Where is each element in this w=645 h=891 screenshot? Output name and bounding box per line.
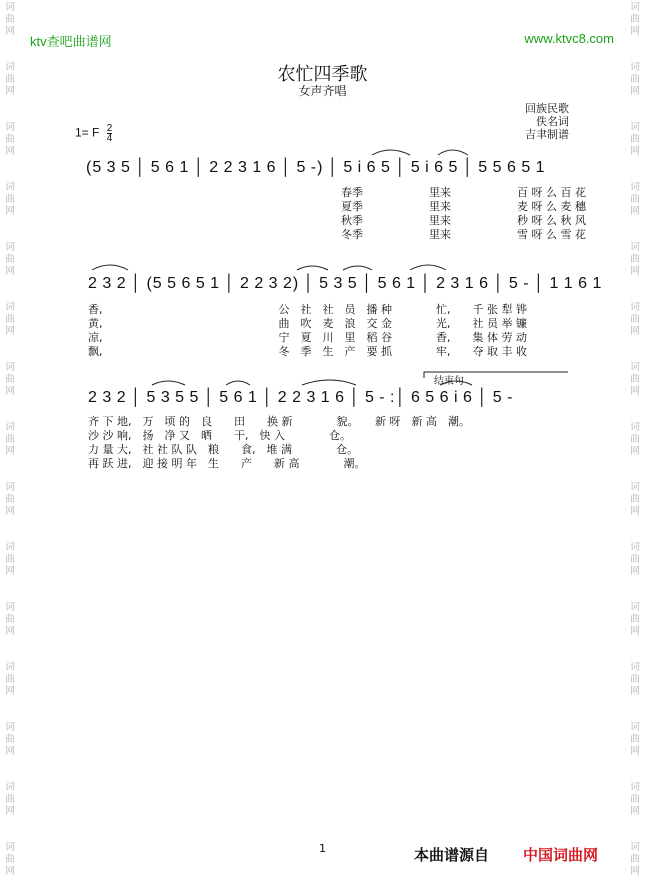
watermark-char: 词 bbox=[5, 722, 15, 733]
credit-arranger: 吉聿制谱 bbox=[525, 128, 569, 141]
system-3-lyric-3: 力 量 大, 社 社 队 队 粮 食, 堆 满 仓。 bbox=[88, 443, 358, 456]
watermark-char: 网 bbox=[630, 386, 640, 397]
watermark-group bbox=[628, 482, 642, 518]
watermark-group bbox=[628, 602, 642, 638]
watermark-group bbox=[628, 362, 642, 398]
system-2-lyric-3: 凉, 宁 夏 川 里 稻 谷 香, 集 体 劳 动 bbox=[88, 331, 527, 344]
watermark-group bbox=[628, 422, 642, 458]
watermark-char: 曲 bbox=[5, 734, 15, 745]
slur bbox=[438, 150, 468, 155]
watermark-char: 词 bbox=[5, 422, 15, 433]
watermark-char: 网 bbox=[630, 266, 640, 277]
watermark-char: 网 bbox=[5, 86, 15, 97]
watermark-char: 词 bbox=[5, 2, 15, 13]
watermark-char: 曲 bbox=[630, 734, 640, 745]
system-1-lyric-4: 冬季 里来 雪 呀 么 雪 花 bbox=[341, 228, 586, 241]
watermark-group bbox=[628, 842, 642, 878]
watermark-char: 网 bbox=[5, 146, 15, 157]
watermark-char: 词 bbox=[5, 842, 15, 853]
watermark-group bbox=[628, 302, 642, 338]
watermark-char: 曲 bbox=[5, 74, 15, 85]
watermark-char: 词 bbox=[5, 242, 15, 253]
watermark-char: 网 bbox=[5, 266, 15, 277]
watermark-char: 网 bbox=[5, 566, 15, 577]
time-bottom: 4 bbox=[106, 133, 113, 144]
watermark-char: 词 bbox=[630, 242, 640, 253]
watermark-char: 曲 bbox=[5, 554, 15, 565]
watermark-char: 网 bbox=[630, 326, 640, 337]
slur bbox=[297, 266, 328, 270]
system-3-notes bbox=[88, 389, 513, 407]
watermark-group bbox=[3, 2, 17, 38]
watermark-char: 曲 bbox=[630, 614, 640, 625]
watermark-char: 词 bbox=[630, 542, 640, 553]
watermark-group bbox=[3, 422, 17, 458]
watermark-group bbox=[628, 542, 642, 578]
watermark-char: 网 bbox=[630, 26, 640, 37]
watermark-group bbox=[3, 302, 17, 338]
page-number: 1 bbox=[319, 842, 326, 855]
key-label: 1= F bbox=[75, 125, 100, 140]
watermark-char: 曲 bbox=[5, 494, 15, 505]
watermark-char: 词 bbox=[5, 542, 15, 553]
song-title: 农忙四季歌 bbox=[277, 64, 368, 85]
watermark-char: 曲 bbox=[5, 674, 15, 685]
watermark-char: 曲 bbox=[630, 134, 640, 145]
watermark-char: 网 bbox=[630, 506, 640, 517]
watermark-char: 网 bbox=[630, 206, 640, 217]
system-1-lyric-1: 春季 里来 百 呀 么 百 花 bbox=[341, 186, 586, 199]
slur bbox=[410, 265, 446, 270]
song-subtitle: 女声齐唱 bbox=[298, 84, 347, 98]
system-2-lyric-4: 飘, 冬 季 生 产 要 抓 牢, 夺 取 丰 收 bbox=[88, 345, 527, 358]
watermark-char: 词 bbox=[5, 602, 15, 613]
watermark-char: 网 bbox=[5, 446, 15, 457]
watermark-char: 网 bbox=[5, 746, 15, 757]
watermark-char: 网 bbox=[5, 866, 15, 877]
watermark-char: 网 bbox=[630, 686, 640, 697]
system-3-lyric-1: 齐 下 地, 万 顷 的 良 田 换 新 貌。 新 呀 新 高 潮。 bbox=[88, 415, 470, 428]
watermark-group bbox=[3, 362, 17, 398]
watermark-char: 词 bbox=[630, 362, 640, 373]
slur bbox=[152, 381, 185, 385]
system-1-notes bbox=[86, 159, 546, 177]
watermark-char: 曲 bbox=[5, 854, 15, 865]
watermark-char: 词 bbox=[630, 482, 640, 493]
credit-origin: 回族民歌 bbox=[525, 102, 569, 115]
watermark-char: 曲 bbox=[630, 194, 640, 205]
watermark-char: 词 bbox=[630, 782, 640, 793]
watermark-char: 网 bbox=[5, 386, 15, 397]
watermark-char: 网 bbox=[630, 566, 640, 577]
watermark-char: 网 bbox=[5, 686, 15, 697]
watermark-char: 曲 bbox=[630, 434, 640, 445]
watermark-char: 网 bbox=[630, 866, 640, 877]
watermark-char: 曲 bbox=[5, 434, 15, 445]
site-link-left[interactable]: ktv查吧曲谱网 bbox=[30, 34, 112, 49]
slur bbox=[343, 266, 372, 270]
watermark-group bbox=[3, 182, 17, 218]
site-link-right[interactable]: www.ktvc8.com bbox=[524, 31, 614, 46]
watermark-group bbox=[3, 662, 17, 698]
watermark-char: 网 bbox=[5, 326, 15, 337]
watermark-group bbox=[628, 182, 642, 218]
watermark-char: 曲 bbox=[630, 314, 640, 325]
notes-text: 2 3 2 │ 5 3 5 5 │ 5 6 1 │ 2 2 3 1 6 │ 5 - :│ 6 5 6 i 6 │ 5 - bbox=[88, 389, 514, 406]
watermark-char: 词 bbox=[5, 362, 15, 373]
key-signature bbox=[75, 124, 112, 143]
watermark-char: 曲 bbox=[630, 794, 640, 805]
watermark-char: 词 bbox=[630, 302, 640, 313]
watermark-char: 曲 bbox=[5, 794, 15, 805]
watermark-char: 网 bbox=[5, 626, 15, 637]
watermark-char: 网 bbox=[630, 806, 640, 817]
watermark-char: 曲 bbox=[5, 614, 15, 625]
watermark-char: 网 bbox=[5, 506, 15, 517]
watermark-char: 词 bbox=[5, 482, 15, 493]
watermark-char: 曲 bbox=[630, 74, 640, 85]
watermark-char: 词 bbox=[5, 782, 15, 793]
system-1-lyric-3: 秋季 里来 秒 呀 么 秋 风 bbox=[341, 214, 586, 227]
time-top: 2 bbox=[106, 123, 113, 134]
watermark-char: 网 bbox=[630, 746, 640, 757]
watermark-char: 曲 bbox=[630, 14, 640, 25]
watermark-group bbox=[3, 542, 17, 578]
watermark-char: 网 bbox=[5, 206, 15, 217]
watermark-char: 曲 bbox=[5, 374, 15, 385]
watermark-char: 曲 bbox=[5, 194, 15, 205]
watermark-char: 曲 bbox=[630, 674, 640, 685]
watermark-char: 词 bbox=[630, 182, 640, 193]
system-1-lyric-2: 夏季 里来 麦 呀 么 麦 穗 bbox=[341, 200, 586, 213]
watermark-char: 曲 bbox=[630, 494, 640, 505]
watermark-group bbox=[3, 722, 17, 758]
watermark-char: 词 bbox=[630, 842, 640, 853]
watermark-char: 词 bbox=[630, 2, 640, 13]
ending-label: 结束句 bbox=[434, 376, 464, 387]
watermark-group bbox=[3, 242, 17, 278]
credit-lyricist: 佚名词 bbox=[536, 115, 569, 128]
watermark-char: 词 bbox=[630, 602, 640, 613]
source-label: 本曲谱源自 bbox=[414, 846, 490, 864]
watermark-group bbox=[628, 662, 642, 698]
watermark-char: 词 bbox=[5, 122, 15, 133]
watermark-char: 词 bbox=[5, 662, 15, 673]
time-signature bbox=[107, 124, 113, 143]
watermark-char: 网 bbox=[5, 806, 15, 817]
watermark-char: 网 bbox=[630, 86, 640, 97]
watermark-char: 词 bbox=[630, 122, 640, 133]
watermark-char: 曲 bbox=[630, 374, 640, 385]
watermark-group bbox=[3, 842, 17, 878]
slur bbox=[302, 380, 356, 385]
slur bbox=[226, 381, 250, 385]
watermark-group bbox=[3, 782, 17, 818]
watermark-char: 词 bbox=[630, 62, 640, 73]
notes-text: 2 3 2 │ (5 5 6 5 1 │ 2 2 3 2) │ 5 3 5 │ 5 6 1 │ 2 3 1 6 │ 5 - │ 1 1 6 1 bbox=[88, 275, 603, 292]
watermark-char: 网 bbox=[630, 146, 640, 157]
watermark-char: 曲 bbox=[5, 134, 15, 145]
watermark-char: 词 bbox=[630, 422, 640, 433]
watermark-char: 词 bbox=[5, 62, 15, 73]
watermark-group bbox=[3, 602, 17, 638]
watermark-char: 词 bbox=[5, 182, 15, 193]
notes-text: (5 3 5 │ 5 6 1 │ 2 2 3 1 6 │ 5 -) │ 5 i 6 5 │ 5 i 6 5 │ 5 5 6 5 1 bbox=[86, 159, 546, 176]
watermark-char: 网 bbox=[5, 26, 15, 37]
watermark-group bbox=[628, 242, 642, 278]
watermark-group bbox=[628, 2, 642, 38]
watermark-char: 曲 bbox=[5, 254, 15, 265]
watermark-group bbox=[628, 722, 642, 758]
watermark-group bbox=[628, 782, 642, 818]
watermark-char: 曲 bbox=[5, 314, 15, 325]
watermark-char: 词 bbox=[630, 662, 640, 673]
system-3-lyric-2: 沙 沙 响, 扬 净 又 晒 干, 快 入 仓。 bbox=[88, 429, 351, 442]
slur bbox=[372, 150, 410, 155]
watermark-char: 曲 bbox=[630, 554, 640, 565]
system-2-lyric-2: 黄, 曲 吹 麦 浪 交 金 光, 社 员 举 镰 bbox=[88, 317, 527, 330]
source-site-link[interactable]: 中国词曲网 bbox=[523, 846, 599, 864]
system-2-notes bbox=[88, 275, 602, 293]
watermark-char: 曲 bbox=[5, 14, 15, 25]
watermark-group bbox=[3, 122, 17, 158]
slur bbox=[92, 265, 128, 270]
watermark-char: 曲 bbox=[630, 254, 640, 265]
watermark-char: 网 bbox=[630, 626, 640, 637]
watermark-group bbox=[3, 482, 17, 518]
watermark-char: 词 bbox=[5, 302, 15, 313]
system-3-lyric-4: 再 跃 进, 迎 接 明 年 生 产 新 高 潮。 bbox=[88, 457, 366, 470]
watermark-char: 曲 bbox=[630, 854, 640, 865]
watermark-group bbox=[628, 122, 642, 158]
system-2-lyric-1: 香, 公 社 社 员 播 种 忙, 千 张 犁 铧 bbox=[88, 303, 527, 316]
watermark-char: 网 bbox=[630, 446, 640, 457]
watermark-char: 词 bbox=[630, 722, 640, 733]
